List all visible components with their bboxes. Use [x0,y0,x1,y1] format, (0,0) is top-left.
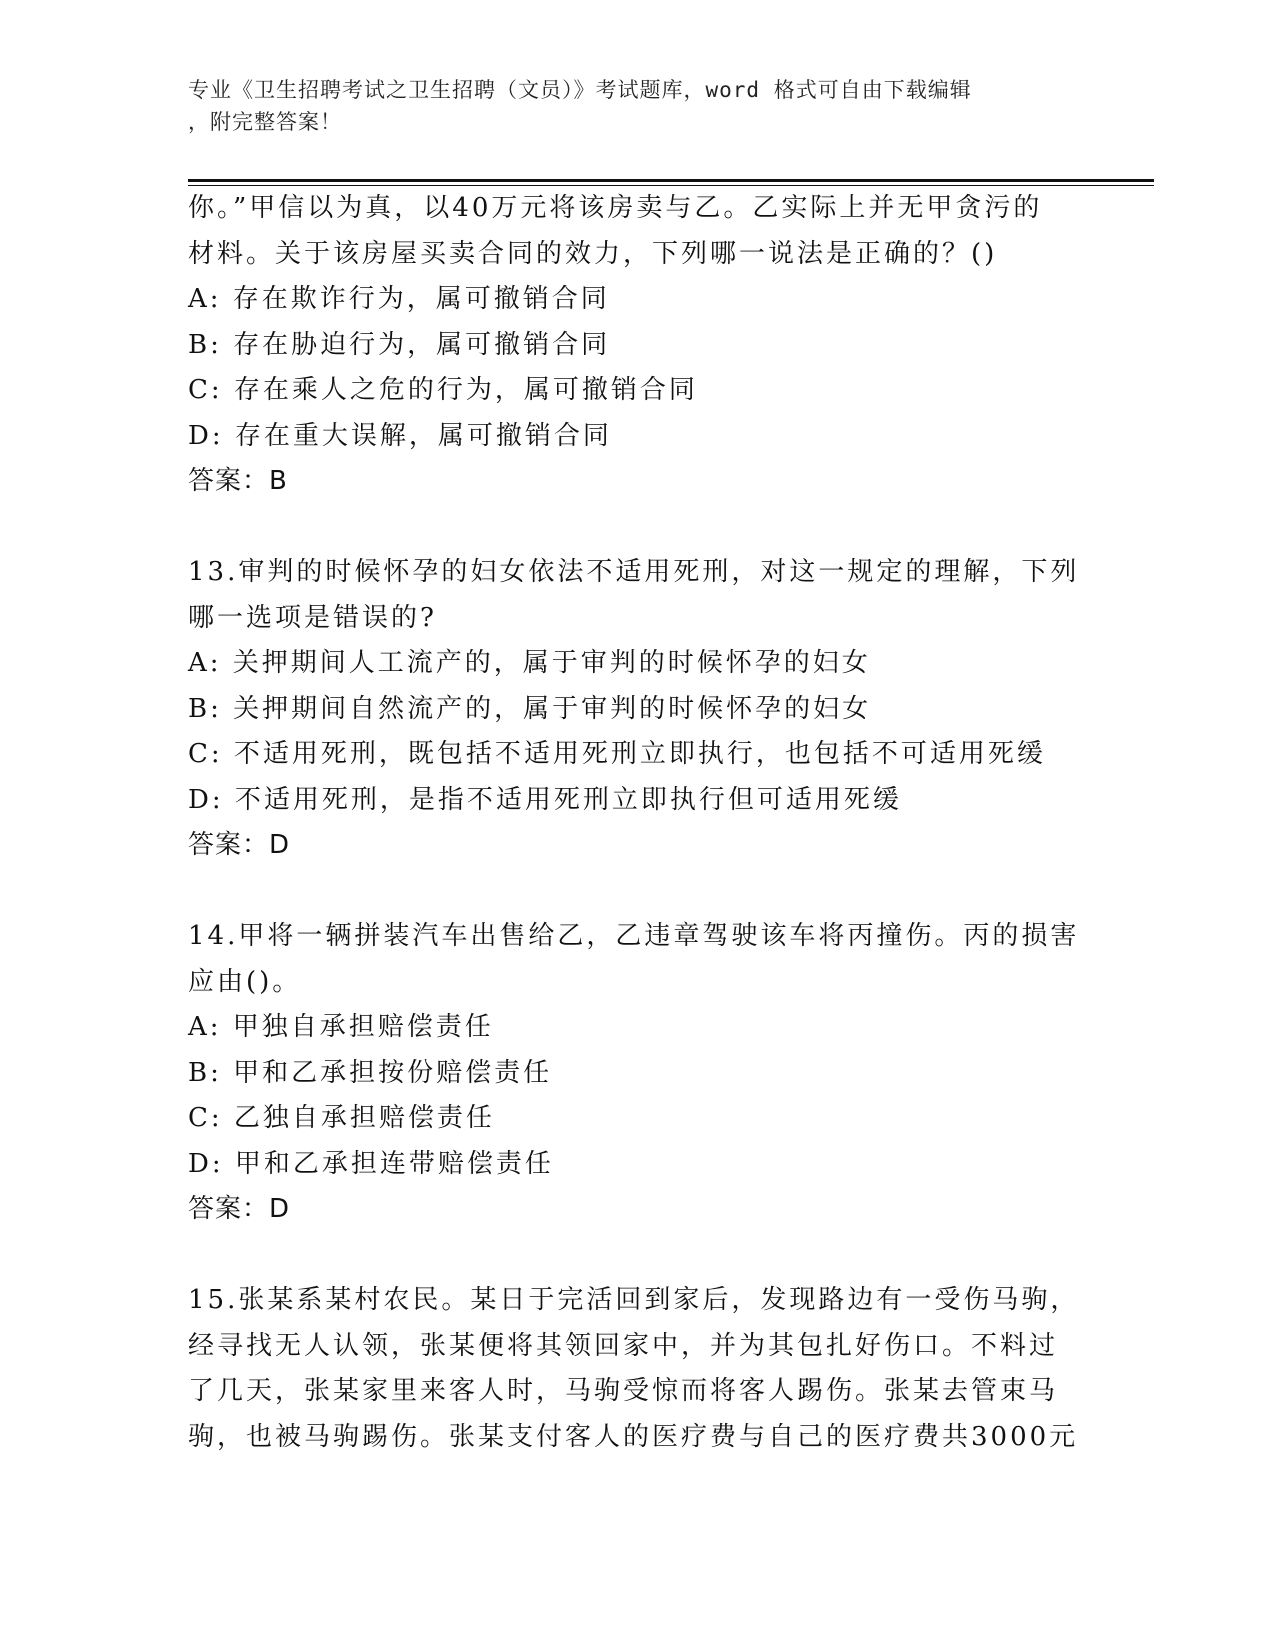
question-stem-line: 材料。关于该房屋买卖合同的效力，下列哪一说法是正确的？() [188,238,998,269]
option-c: C: 不适用死刑，既包括不适用死刑立即执行，也包括不可适用死缓 [188,739,1046,769]
option-d: D: 不适用死刑，是指不适用死刑立即执行但可适用死缓 [188,784,902,815]
question-block-13 [188,550,1088,869]
answer-label: 答案：D [188,1194,291,1224]
question-content [188,186,1088,1460]
question-stem-line: 14.甲将一辆拼装汽车出售给乙，乙违章驾驶该车将丙撞伤。丙的损害 [188,921,1080,951]
option-a: A: 关押期间人工流产的，属于审判的时候怀孕的妇女 [188,648,871,678]
header-line-2: ，附完整答案！ [188,110,342,134]
question-stem-line: 15.张某系某村农民。某日于完活回到家后，发现路边有一受伤马驹， [188,1285,1080,1315]
option-b: B: 存在胁迫行为，属可撤销合同 [188,329,611,360]
spacer [188,505,1088,551]
question-stem-line: 13.审判的时候怀孕的妇女依法不适用死刑，对这一规定的理解，下列 [188,557,1080,587]
question-stem-line: 哪一选项是错误的? [188,602,437,633]
spacer [188,1233,1088,1279]
option-a: A: 甲独自承担赔偿责任 [188,1012,494,1042]
question-stem-line: 经寻找无人认领，张某便将其领回家中，并为其包扎好伤口。不料过 [188,1330,1059,1361]
question-block-14 [188,914,1088,1233]
spacer [188,869,1088,915]
question-block-15 [188,1278,1088,1460]
document-header [188,74,1068,138]
option-a: A: 存在欺诈行为，属可撤销合同 [188,284,610,314]
option-c: C: 存在乘人之危的行为，属可撤销合同 [188,375,698,405]
option-d: D: 存在重大误解，属可撤销合同 [188,420,612,451]
option-d: D: 甲和乙承担连带赔偿责任 [188,1148,554,1179]
option-b: B: 甲和乙承担按份赔偿责任 [188,1057,553,1088]
header-line-1: 专业《卫生招聘考试之卫生招聘（文员）》考试题库，word 格式可自由下载编辑 [188,78,972,102]
question-stem-line: 了几天，张某家里来客人时，马驹受惊而将客人踢伤。张某去管束马 [188,1376,1059,1406]
option-c: C: 乙独自承担赔偿责任 [188,1103,495,1133]
answer-label: 答案：D [188,830,291,860]
question-stem-line: 应由()。 [188,966,302,997]
option-b: B: 关押期间自然流产的，属于审判的时候怀孕的妇女 [188,693,872,724]
question-block-12 [188,186,1088,505]
question-stem-line: 你。”甲信以为真，以40万元将该房卖与乙。乙实际上并无甲贪污的 [188,193,1043,223]
header-divider-thick [188,179,1154,182]
answer-label: 答案：B [188,466,288,496]
question-stem-line: 驹，也被马驹踢伤。张某支付客人的医疗费与自己的医疗费共3000元 [188,1421,1079,1452]
